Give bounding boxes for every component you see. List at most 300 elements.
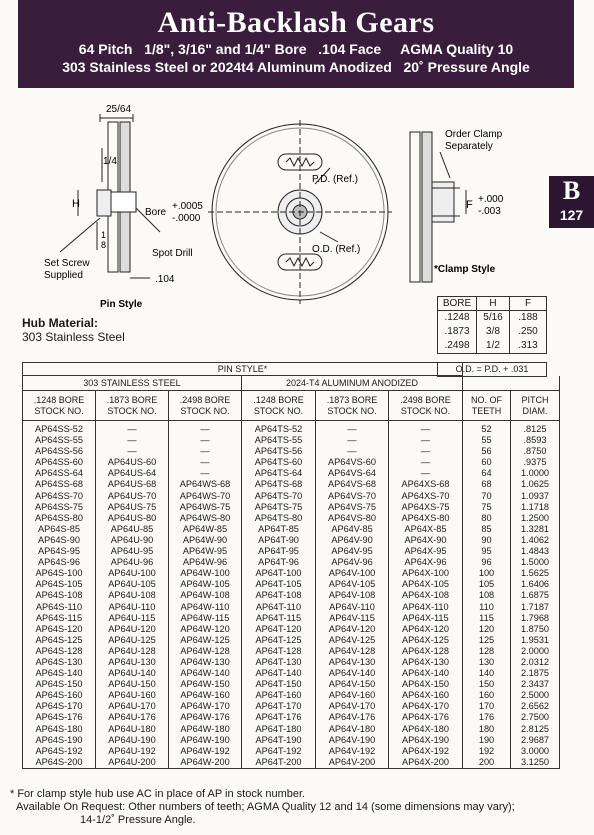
table-cell: AP64X-170	[389, 701, 463, 712]
table-cell: AP64VS-80	[316, 513, 389, 524]
table-cell: AP64T-90	[242, 535, 316, 546]
table-cell: 85	[463, 524, 511, 535]
dim-quarter: 1/4	[103, 156, 117, 167]
table-cell: 100	[463, 568, 511, 579]
table-cell: 96	[463, 557, 511, 568]
table-cell: AP64X-96	[389, 557, 463, 568]
table-cell: AP64TS-64	[242, 468, 316, 479]
footer-notes	[10, 788, 515, 827]
table-row	[23, 624, 560, 635]
table-cell: AP64U-100	[96, 568, 169, 579]
table-cell: 1.7187	[511, 602, 560, 613]
table-cell: AP64V-108	[316, 590, 389, 601]
table-cell: AP64S-140	[23, 668, 96, 679]
table-cell: AP64T-95	[242, 546, 316, 557]
table-row	[23, 579, 560, 590]
table-cell: AP64U-180	[96, 724, 169, 735]
bhf-cell: 3/8	[477, 325, 510, 339]
table-cell: AP64U-190	[96, 735, 169, 746]
table-cell: AP64U-85	[96, 524, 169, 535]
f-minus: -.003	[478, 206, 501, 217]
table-cell: AP64W-170	[169, 701, 242, 712]
table-cell: AP64WS-75	[169, 502, 242, 513]
table-cell: AP64T-160	[242, 690, 316, 701]
table-cell: AP64V-90	[316, 535, 389, 546]
column-header: .1873 BORE STOCK NO.	[96, 391, 169, 421]
table-cell: 125	[463, 635, 511, 646]
bore-label: Bore	[145, 207, 167, 218]
table-cell: AP64V-105	[316, 579, 389, 590]
table-cell: AP64X-95	[389, 546, 463, 557]
table-cell: AP64T-200	[242, 757, 316, 769]
hub-material-value: 303 Stainless Steel	[22, 330, 125, 344]
table-cell: AP64V-128	[316, 646, 389, 657]
table-cell: AP64W-200	[169, 757, 242, 769]
table-cell: —	[169, 446, 242, 457]
bhf-cell: .250	[510, 325, 547, 339]
table-cell: AP64W-120	[169, 624, 242, 635]
table-cell: AP64S-105	[23, 579, 96, 590]
table-cell: AP64V-115	[316, 613, 389, 624]
table-cell: AP64U-120	[96, 624, 169, 635]
table-cell: 2.8125	[511, 724, 560, 735]
table-cell: —	[389, 421, 463, 436]
table-cell: 180	[463, 724, 511, 735]
table-cell: AP64S-176	[23, 712, 96, 723]
table-cell: AP64U-95	[96, 546, 169, 557]
table-cell: AP64V-110	[316, 602, 389, 613]
table-cell: AP64SS-80	[23, 513, 96, 524]
table-cell: AP64US-60	[96, 457, 169, 468]
table-cell: AP64T-150	[242, 679, 316, 690]
table-cell: 110	[463, 602, 511, 613]
table-cell: AP64S-100	[23, 568, 96, 579]
table-cell: 68	[463, 479, 511, 490]
table-cell: AP64W-190	[169, 735, 242, 746]
bhf-header: H	[477, 297, 510, 311]
column-header: .1248 BORE STOCK NO.	[242, 391, 316, 421]
table-cell: AP64S-125	[23, 635, 96, 646]
table-cell: .8593	[511, 435, 560, 446]
table-cell: 2.0312	[511, 657, 560, 668]
table-cell: AP64U-96	[96, 557, 169, 568]
table-row	[23, 435, 560, 446]
bhf-cell: .313	[510, 339, 547, 354]
bhf-cell: .1248	[438, 311, 477, 326]
table-cell: 190	[463, 735, 511, 746]
bore-minus: -.0000	[172, 213, 201, 224]
table-cell: AP64US-70	[96, 491, 169, 502]
bhf-header: BORE	[438, 297, 477, 311]
table-row	[23, 646, 560, 657]
bore-plus: +.0005	[172, 201, 203, 212]
table-cell: 1.5000	[511, 557, 560, 568]
steel-header: 303 STAINLESS STEEL	[23, 376, 242, 391]
table-cell: AP64X-140	[389, 668, 463, 679]
page-title: Anti-Backlash Gears	[157, 6, 435, 39]
table-cell: AP64W-150	[169, 679, 242, 690]
table-cell: AP64T-140	[242, 668, 316, 679]
table-cell: AP64T-110	[242, 602, 316, 613]
table-row	[23, 546, 560, 557]
table-cell: —	[316, 421, 389, 436]
table-cell: AP64T-108	[242, 590, 316, 601]
column-header: .2498 BORE STOCK NO.	[169, 391, 242, 421]
table-cell: 108	[463, 590, 511, 601]
table-cell: AP64U-170	[96, 701, 169, 712]
table-cell: AP64TS-52	[242, 421, 316, 436]
table-cell: AP64SS-60	[23, 457, 96, 468]
table-cell: AP64T-115	[242, 613, 316, 624]
table-cell: AP64V-85	[316, 524, 389, 535]
table-cell: AP64TS-56	[242, 446, 316, 457]
table-cell: AP64X-128	[389, 646, 463, 657]
table-cell: AP64X-115	[389, 613, 463, 624]
table-row	[23, 502, 560, 513]
section-letter: B	[562, 176, 581, 205]
table-cell: —	[96, 435, 169, 446]
table-cell: 56	[463, 446, 511, 457]
table-cell: 55	[463, 435, 511, 446]
table-cell: AP64S-192	[23, 746, 96, 757]
table-cell: .9375	[511, 457, 560, 468]
table-cell: 1.1718	[511, 502, 560, 513]
table-row	[23, 446, 560, 457]
table-cell: AP64U-128	[96, 646, 169, 657]
table-cell: AP64X-192	[389, 746, 463, 757]
table-cell: AP64X-190	[389, 735, 463, 746]
table-cell: 105	[463, 579, 511, 590]
table-row	[23, 712, 560, 723]
table-cell: 130	[463, 657, 511, 668]
table-cell: AP64X-100	[389, 568, 463, 579]
table-cell: AP64TS-80	[242, 513, 316, 524]
table-cell: AP64T-96	[242, 557, 316, 568]
table-cell: AP64U-200	[96, 757, 169, 769]
table-cell: AP64V-180	[316, 724, 389, 735]
aluminum-header: 2024-T4 ALUMINUM ANODIZED	[242, 376, 463, 391]
table-cell: 1.5625	[511, 568, 560, 579]
table-cell: AP64X-125	[389, 635, 463, 646]
column-header: .2498 BORE STOCK NO.	[389, 391, 463, 421]
pd-label: P.D. (Ref.)	[312, 174, 358, 185]
table-cell: AP64U-130	[96, 657, 169, 668]
table-cell: AP64U-140	[96, 668, 169, 679]
table-cell: AP64T-170	[242, 701, 316, 712]
table-cell: —	[169, 435, 242, 446]
bhf-cell: .2498	[438, 339, 477, 354]
table-row	[23, 524, 560, 535]
table-cell: 115	[463, 613, 511, 624]
table-cell: AP64X-160	[389, 690, 463, 701]
table-cell: AP64TS-68	[242, 479, 316, 490]
table-cell: AP64U-125	[96, 635, 169, 646]
table-cell: AP64X-105	[389, 579, 463, 590]
spec-line-1: 64 Pitch 1/8", 3/16" and 1/4" Bore .104 Face AGMA Quality 10	[78, 41, 514, 57]
clamp-style-label: *Clamp Style	[434, 264, 496, 275]
table-cell: AP64T-130	[242, 657, 316, 668]
table-cell: AP64V-130	[316, 657, 389, 668]
table-cell: AP64S-96	[23, 557, 96, 568]
table-cell: AP64S-115	[23, 613, 96, 624]
table-cell: AP64VS-75	[316, 502, 389, 513]
table-cell: AP64W-192	[169, 746, 242, 757]
table-cell: AP64SS-64	[23, 468, 96, 479]
column-header: NO. OF TEETH	[463, 391, 511, 421]
eighth-den: 8	[101, 240, 107, 250]
table-row	[23, 491, 560, 502]
table-cell: AP64US-68	[96, 479, 169, 490]
table-row	[23, 701, 560, 712]
column-header: PITCH DIAM.	[511, 391, 560, 421]
table-cell: AP64X-180	[389, 724, 463, 735]
table-cell: AP64TS-60	[242, 457, 316, 468]
table-cell: —	[169, 421, 242, 436]
od-formula: O.D. = P.D. + .031	[437, 362, 547, 377]
table-cell: —	[389, 435, 463, 446]
table-row	[23, 479, 560, 490]
table-cell: 200	[463, 757, 511, 769]
table-cell: AP64T-125	[242, 635, 316, 646]
table-cell: 1.6406	[511, 579, 560, 590]
od-label: O.D. (Ref.)	[312, 244, 361, 255]
table-cell: AP64S-130	[23, 657, 96, 668]
pin-style-label: Pin Style	[100, 299, 143, 310]
table-cell: AP64T-180	[242, 724, 316, 735]
spacer-header	[463, 376, 560, 391]
bore-dimension-table	[437, 296, 547, 354]
table-cell: —	[316, 446, 389, 457]
table-cell: AP64VS-68	[316, 479, 389, 490]
table-cell: AP64U-105	[96, 579, 169, 590]
table-cell: 192	[463, 746, 511, 757]
table-cell: AP64W-100	[169, 568, 242, 579]
table-cell: AP64US-64	[96, 468, 169, 479]
table-cell: AP64V-100	[316, 568, 389, 579]
table-row	[23, 568, 560, 579]
table-cell: AP64VS-70	[316, 491, 389, 502]
table-cell: 2.1875	[511, 668, 560, 679]
table-cell: AP64X-120	[389, 624, 463, 635]
order-clamp-1: Order Clamp	[445, 129, 503, 140]
table-cell: AP64W-95	[169, 546, 242, 557]
table-cell: AP64SS-55	[23, 435, 96, 446]
table-cell: AP64V-140	[316, 668, 389, 679]
table-cell: 128	[463, 646, 511, 657]
table-cell: 1.6875	[511, 590, 560, 601]
table-cell: 150	[463, 679, 511, 690]
table-cell: AP64S-95	[23, 546, 96, 557]
table-cell: AP64XS-70	[389, 491, 463, 502]
column-header: .1248 BORE STOCK NO.	[23, 391, 96, 421]
table-cell: AP64SS-52	[23, 421, 96, 436]
table-cell: AP64US-80	[96, 513, 169, 524]
table-cell: AP64SS-70	[23, 491, 96, 502]
table-cell: AP64XS-75	[389, 502, 463, 513]
bhf-cell: 1/2	[477, 339, 510, 354]
table-cell: 95	[463, 546, 511, 557]
table-row	[23, 735, 560, 746]
table-cell: 176	[463, 712, 511, 723]
table-cell: AP64U-115	[96, 613, 169, 624]
table-cell: 2.9687	[511, 735, 560, 746]
table-cell: 80	[463, 513, 511, 524]
table-cell: AP64V-96	[316, 557, 389, 568]
table-cell: —	[169, 468, 242, 479]
table-cell: 1.7968	[511, 613, 560, 624]
table-row	[23, 468, 560, 479]
table-cell: AP64W-160	[169, 690, 242, 701]
table-cell: AP64V-200	[316, 757, 389, 769]
table-cell: AP64S-85	[23, 524, 96, 535]
table-cell: AP64SS-56	[23, 446, 96, 457]
table-cell: AP64V-170	[316, 701, 389, 712]
f-plus: +.000	[478, 194, 504, 205]
table-cell: AP64V-176	[316, 712, 389, 723]
footnote-pressure: 14-1/2˚ Pressure Angle.	[80, 814, 196, 826]
page-number: 127	[559, 207, 584, 223]
table-cell: AP64X-200	[389, 757, 463, 769]
table-cell: AP64TS-55	[242, 435, 316, 446]
face-dim: .104	[155, 274, 175, 285]
table-cell: AP64U-176	[96, 712, 169, 723]
page-header	[18, 0, 574, 88]
table-cell: AP64T-105	[242, 579, 316, 590]
table-cell: AP64X-150	[389, 679, 463, 690]
blank-header	[463, 363, 560, 376]
table-row	[23, 613, 560, 624]
table-cell: AP64W-108	[169, 590, 242, 601]
table-cell: 1.9531	[511, 635, 560, 646]
table-cell: —	[169, 457, 242, 468]
table-cell: 1.8750	[511, 624, 560, 635]
table-cell: AP64T-190	[242, 735, 316, 746]
table-cell: AP64TS-75	[242, 502, 316, 513]
bhf-cell: .188	[510, 311, 547, 326]
table-cell: AP64S-90	[23, 535, 96, 546]
column-header: .1873 BORE STOCK NO.	[316, 391, 389, 421]
pin-style-header: PIN STYLE*	[23, 363, 463, 376]
table-cell: AP64W-85	[169, 524, 242, 535]
spec-line-2: 303 Stainless Steel or 2024t4 Aluminum Anodized 20˚ Pressure Angle	[62, 59, 530, 75]
table-cell: AP64W-128	[169, 646, 242, 657]
table-row	[23, 602, 560, 613]
table-cell: AP64X-130	[389, 657, 463, 668]
table-cell: 90	[463, 535, 511, 546]
table-cell: 3.1250	[511, 757, 560, 769]
table-cell: 170	[463, 701, 511, 712]
table-row	[23, 746, 560, 757]
table-row	[23, 657, 560, 668]
table-cell: AP64VS-60	[316, 457, 389, 468]
set-screw-2: Supplied	[44, 270, 83, 281]
hub-material	[22, 316, 125, 344]
table-cell: AP64SS-68	[23, 479, 96, 490]
table-cell: AP64XS-68	[389, 479, 463, 490]
table-cell: 2.0000	[511, 646, 560, 657]
table-row	[23, 679, 560, 690]
table-row	[23, 690, 560, 701]
table-cell: 2.5000	[511, 690, 560, 701]
table-cell: —	[96, 421, 169, 436]
hub-material-title: Hub Material:	[22, 316, 99, 330]
table-cell: AP64X-85	[389, 524, 463, 535]
table-row	[23, 668, 560, 679]
table-cell: AP64W-130	[169, 657, 242, 668]
table-cell: 64	[463, 468, 511, 479]
table-cell: —	[389, 457, 463, 468]
table-cell: AP64TS-70	[242, 491, 316, 502]
table-cell: AP64U-90	[96, 535, 169, 546]
table-cell: AP64S-190	[23, 735, 96, 746]
table-cell: AP64WS-80	[169, 513, 242, 524]
table-cell: AP64XS-80	[389, 513, 463, 524]
table-cell: AP64X-108	[389, 590, 463, 601]
table-cell: AP64W-96	[169, 557, 242, 568]
table-cell: AP64VS-64	[316, 468, 389, 479]
table-cell: 52	[463, 421, 511, 436]
bhf-cell: 5/16	[477, 311, 510, 326]
table-cell: 1.3281	[511, 524, 560, 535]
table-cell: —	[389, 468, 463, 479]
table-cell: AP64U-160	[96, 690, 169, 701]
table-cell: AP64V-190	[316, 735, 389, 746]
table-cell: AP64T-192	[242, 746, 316, 757]
h-label: H	[72, 198, 80, 210]
table-cell: 1.4843	[511, 546, 560, 557]
table-row	[23, 590, 560, 601]
table-cell: AP64W-90	[169, 535, 242, 546]
table-cell: AP64V-160	[316, 690, 389, 701]
table-cell: AP64W-110	[169, 602, 242, 613]
bhf-cell: .1873	[438, 325, 477, 339]
table-cell: 2.3437	[511, 679, 560, 690]
table-cell: AP64U-150	[96, 679, 169, 690]
table-cell: —	[96, 446, 169, 457]
table-row	[23, 457, 560, 468]
table-cell: 140	[463, 668, 511, 679]
table-cell: AP64X-110	[389, 602, 463, 613]
table-cell: AP64WS-70	[169, 491, 242, 502]
table-cell: AP64V-192	[316, 746, 389, 757]
table-row	[23, 757, 560, 769]
table-cell: 70	[463, 491, 511, 502]
table-cell: AP64U-108	[96, 590, 169, 601]
table-cell: AP64S-108	[23, 590, 96, 601]
table-cell: AP64W-180	[169, 724, 242, 735]
table-cell: 1.4062	[511, 535, 560, 546]
table-cell: 1.2500	[511, 513, 560, 524]
table-cell: AP64S-150	[23, 679, 96, 690]
footnote-clamp: * For clamp style hub use AC in place of AP in stock number.	[10, 788, 306, 800]
table-cell: —	[316, 435, 389, 446]
table-cell: AP64S-200	[23, 757, 96, 769]
f-label: F	[466, 199, 473, 211]
table-cell: 75	[463, 502, 511, 513]
table-cell: AP64S-128	[23, 646, 96, 657]
table-cell: AP64SS-75	[23, 502, 96, 513]
table-cell: AP64W-176	[169, 712, 242, 723]
table-cell: 1.0937	[511, 491, 560, 502]
table-row	[23, 513, 560, 524]
table-cell: AP64T-100	[242, 568, 316, 579]
table-cell: AP64W-140	[169, 668, 242, 679]
set-screw-1: Set Screw	[44, 258, 90, 269]
table-cell: AP64X-90	[389, 535, 463, 546]
table-cell: 2.6562	[511, 701, 560, 712]
table-cell: AP64W-125	[169, 635, 242, 646]
table-cell: AP64V-150	[316, 679, 389, 690]
